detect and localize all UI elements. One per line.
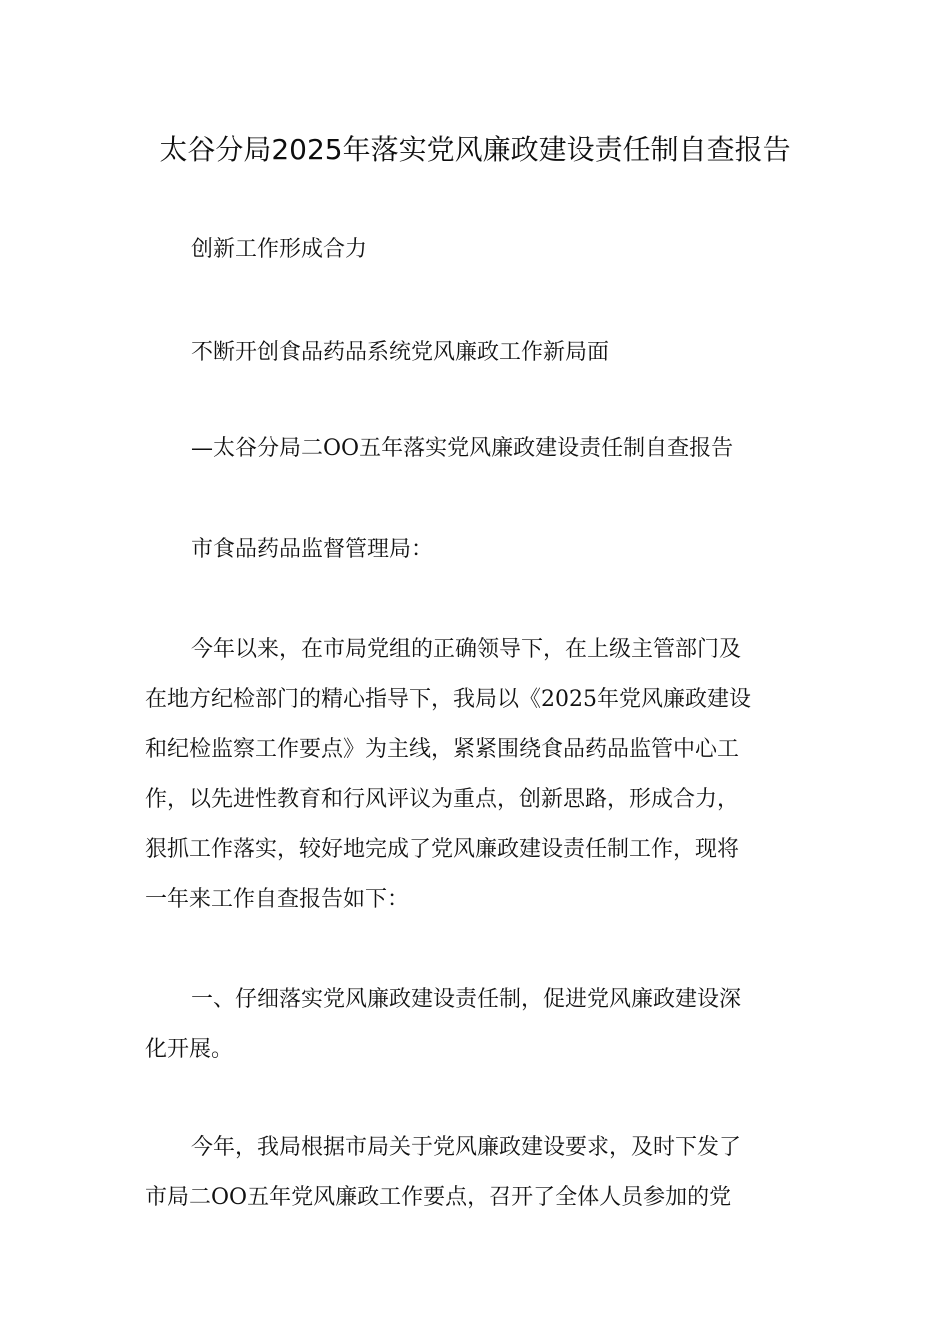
salutation-line: 市食品药品监督管理局：: [191, 537, 434, 562]
section-heading-line: 化开展。: [145, 1037, 234, 1062]
paragraph-line: 今年以来，在市局党组的正确领导下，在上级主管部门及: [191, 637, 742, 662]
paragraph-line: 今年，我局根据市局关于党风廉政建设要求，及时下发了: [191, 1135, 742, 1160]
paragraph-line: 在地方纪检部门的精心指导下，我局以《2025年党风廉政建设: [145, 687, 751, 712]
paragraph-line: 狠抓工作落实，较好地完成了党风廉政建设责任制工作，现将: [145, 837, 740, 862]
paragraph-line: 市局二OO五年党风廉政工作要点，召开了全体人员参加的党: [145, 1185, 732, 1210]
subtitle-line-2: 不断开创食品药品系统党风廉政工作新局面: [191, 340, 610, 365]
subtitle-line-1: 创新工作形成合力: [191, 237, 368, 262]
subtitle-line-3: —太谷分局二OO五年落实党风廉政建设责任制自查报告: [191, 436, 734, 461]
paragraph-line: 作，以先进性教育和行风评议为重点，创新思路，形成合力，: [145, 787, 740, 812]
document-title: 太谷分局2025年落实党风廉政建设责任制自查报告: [159, 133, 791, 166]
section-heading-line: 一、仔细落实党风廉政建设责任制，促进党风廉政建设深: [191, 987, 742, 1012]
paragraph-line: 和纪检监察工作要点》为主线，紧紧围绕食品药品监管中心工: [145, 737, 740, 762]
paragraph-line: 一年来工作自查报告如下：: [145, 887, 410, 912]
